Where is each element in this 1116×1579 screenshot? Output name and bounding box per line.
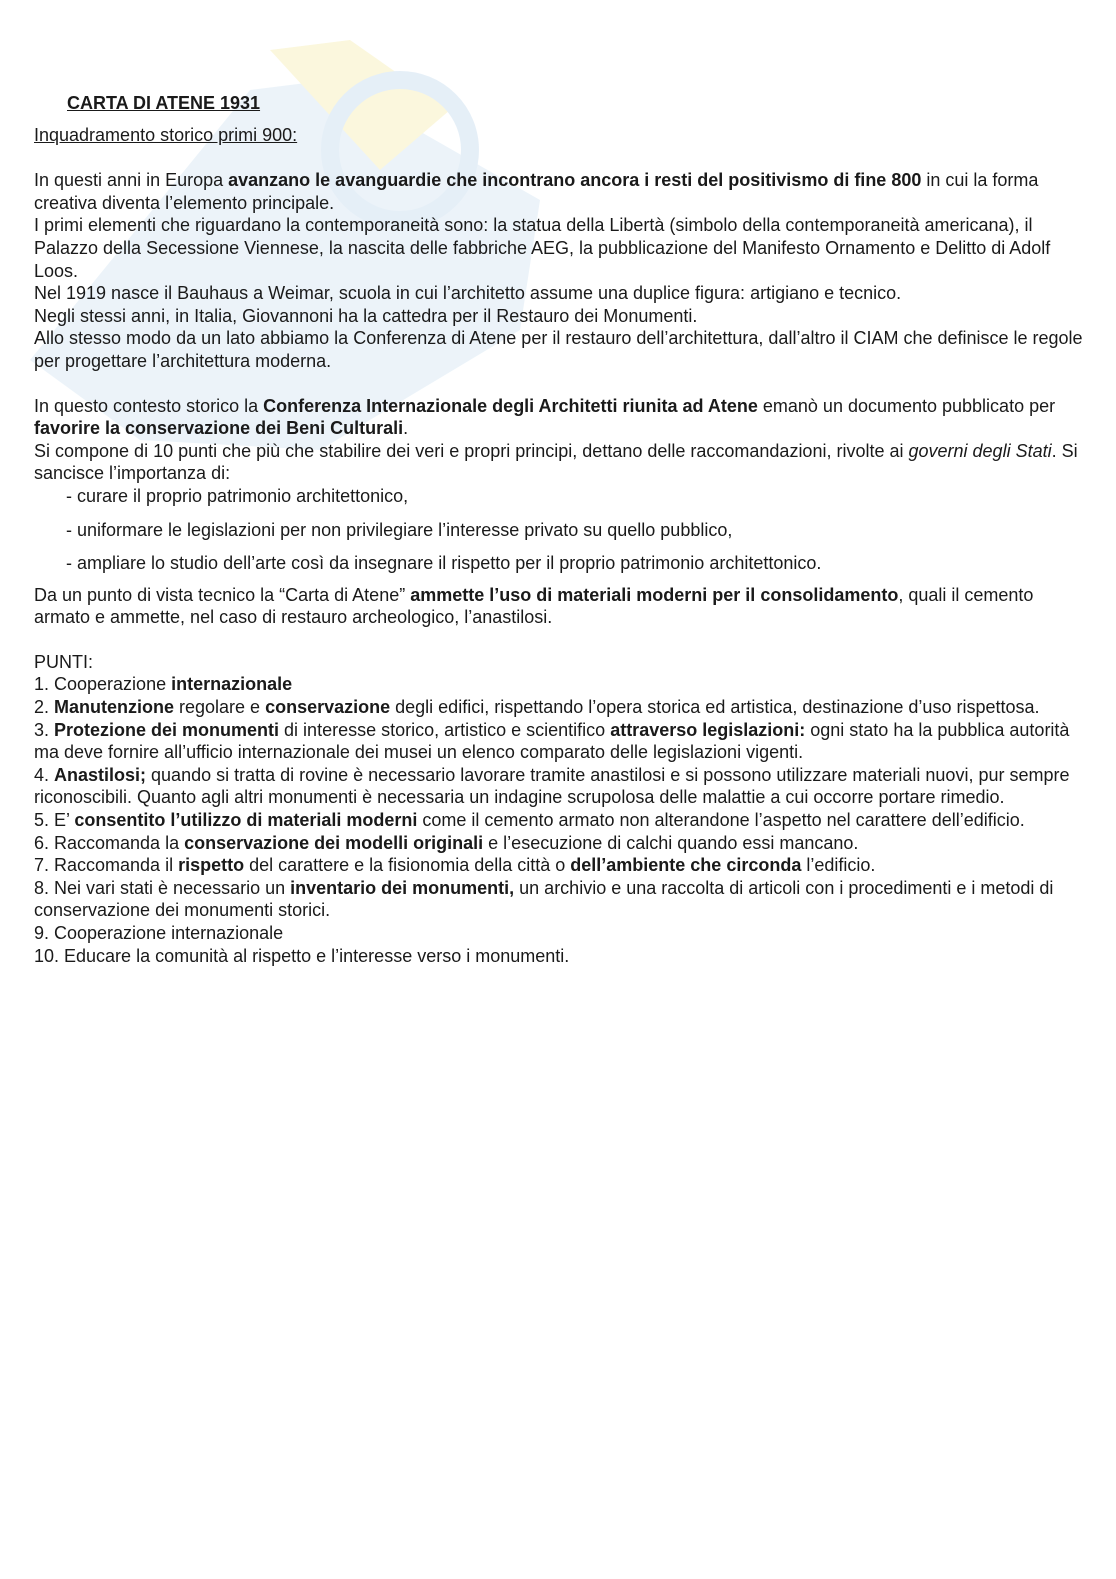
- point-6: 6. Raccomanda la conservazione dei modelli originali e l’esecuzione di calchi quando essi mancano.: [34, 832, 859, 853]
- paragraph-1: In questi anni in Europa avanzano le avanguardie che incontrano ancora i resti del positivismo di fine 800 in cui la forma creativa diventa l’elemento principale.: [34, 170, 1039, 213]
- importance-list: [66, 485, 1084, 575]
- points-heading: PUNTI:: [34, 651, 94, 672]
- paragraph-5: Allo stesso modo da un lato abbiamo la Conferenza di Atene per il restauro dell’architettura, dall’altro il CIAM che definisce le regole per progettare l’architettura moderna.: [34, 328, 1083, 371]
- point-5: 5. E’ consentito l’utilizzo di materiali moderni come il cemento armato non alterandone l’aspetto nel carattere dell’edificio.: [34, 810, 1025, 831]
- point-4: 4. Anastilosi; quando si tratta di rovine è necessario lavorare tramite anastilosi e si possono utilizzare materiali nuovi, pur sempre riconoscibili. Quanto agli altri monumenti è necessaria un indagine scrupolosa delle malattie a cui occorre portare rimedio.: [34, 764, 1070, 808]
- document-title: CARTA DI ATENE 1931: [67, 93, 261, 113]
- paragraph-6: In questo contesto storico la Conferenza Internazionale degli Architetti riunita ad Atene emanò un documento pubblicato per favorire la conservazione dei Beni Culturali.: [34, 395, 1056, 439]
- point-1: 1. Cooperazione internazionale: [34, 674, 293, 695]
- paragraph-3: Nel 1919 nasce il Bauhaus a Weimar, scuola in cui l’architetto assume una duplice figura: artigiano e tecnico.: [34, 283, 902, 304]
- point-10: 10. Educare la comunità al rispetto e l’interesse verso i monumenti.: [34, 945, 570, 966]
- document-page: [34, 92, 1084, 967]
- point-7: 7. Raccomanda il rispetto del carattere e la fisionomia della città o dell’ambiente che circonda l’edificio.: [34, 855, 876, 876]
- point-2: 2. Manutenzione regolare e conservazione degli edifici, rispettando l’opera storica ed artistica, destinazione d’uso rispettosa.: [34, 697, 1040, 718]
- point-9: 9. Cooperazione internazionale: [34, 923, 284, 943]
- point-3: 3. Protezione dei monumenti di interesse storico, artistico e scientifico attraverso legislazioni: ogni stato ha la pubblica autorità ma deve fornire all’ufficio internazionale dei musei un elenco comparato delle legislazioni vigenti.: [34, 719, 1070, 763]
- points-list: [34, 673, 1084, 967]
- paragraph-7: Si compone di 10 punti che più che stabilire dei veri e propri principi, dettano delle raccomandazioni, rivolte ai governi degli Stati. Si sancisce l’importanza di:: [34, 440, 1078, 484]
- paragraph-8: Da un punto di vista tecnico la “Carta di Atene” ammette l’uso di materiali moderni per il consolidamento, quali il cemento armato e ammette, nel caso di restauro archeologico, l’anastilosi.: [34, 584, 1034, 628]
- paragraph-2: I primi elementi che riguardano la contemporaneità sono: la statua della Libertà (simbolo della contemporaneità americana), il Palazzo della Secessione Viennese, la nascita delle fabbriche AEG, la pubblicazione del Manifesto Ornamento e Delitto di Adolf Loos.: [34, 215, 1051, 281]
- list-item: - curare il proprio patrimonio architettonico,: [66, 485, 409, 506]
- document-subtitle: Inquadramento storico primi 900:: [34, 124, 298, 145]
- point-8: 8. Nei vari stati è necessario un inventario dei monumenti, un archivio e una raccolta di articoli con i procedimenti e i metodi di conservazione dei monumenti storici.: [34, 877, 1054, 921]
- list-item: - ampliare lo studio dell’arte così da insegnare il rispetto per il proprio patrimonio architettonico.: [66, 553, 822, 574]
- paragraph-4: Negli stessi anni, in Italia, Giovannoni ha la cattedra per il Restauro dei Monumenti.: [34, 305, 698, 326]
- list-item: - uniformare le legislazioni per non privilegiare l’interesse privato su quello pubblico,: [66, 519, 733, 540]
